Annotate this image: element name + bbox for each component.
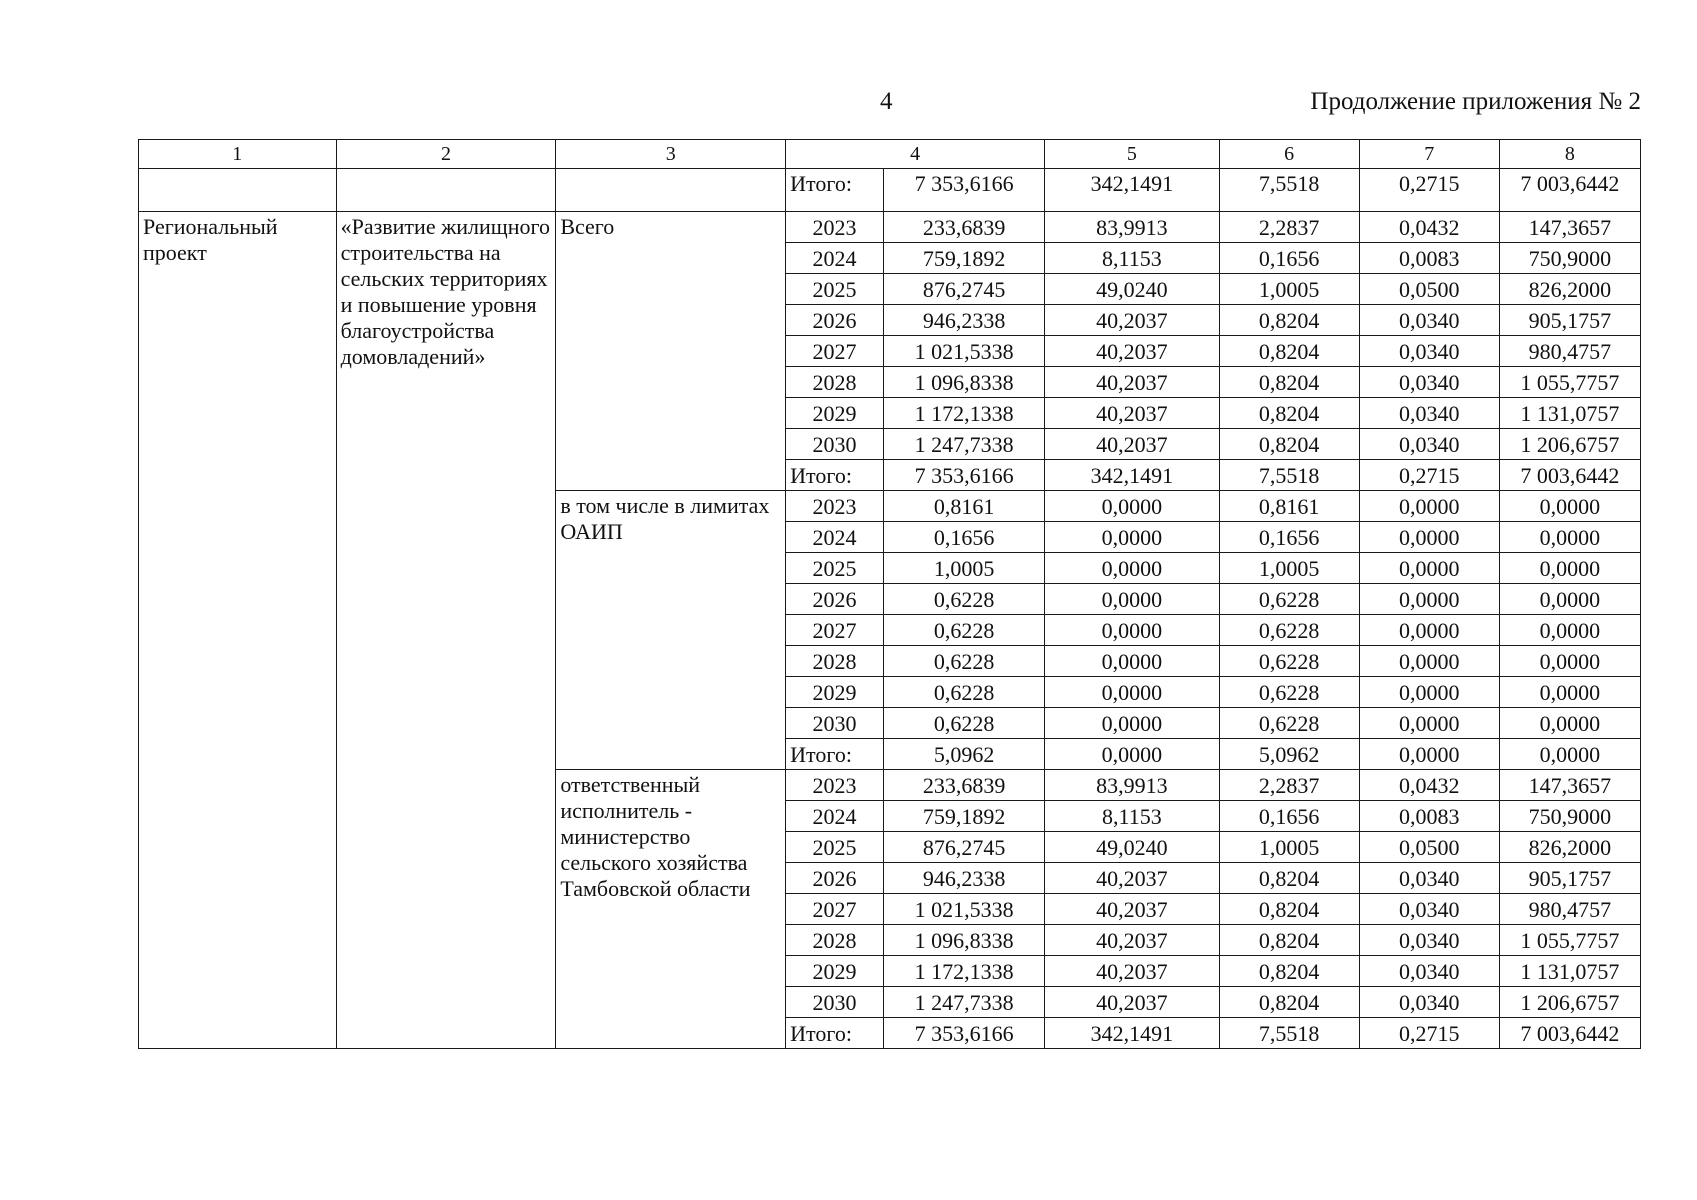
amount-cell: 0,0432: [1359, 212, 1499, 243]
budget-table: [138, 139, 1641, 1049]
amount-cell: 83,9913: [1045, 212, 1219, 243]
funding-source-cell: Всего: [556, 212, 786, 491]
amount-cell: 49,0240: [1045, 832, 1219, 863]
amount-cell: 40,2037: [1045, 956, 1219, 987]
amount-cell: 0,0000: [1045, 739, 1219, 770]
amount-cell: 0,0340: [1359, 398, 1499, 429]
amount-cell: 980,4757: [1499, 336, 1640, 367]
amount-cell: 0,0000: [1359, 646, 1499, 677]
amount-cell: 759,1892: [883, 243, 1044, 274]
amount-cell: 2,2837: [1219, 212, 1359, 243]
amount-cell: 0,8204: [1219, 987, 1359, 1018]
table-row: [139, 212, 1641, 243]
year-cell: 2024: [786, 243, 884, 274]
amount-cell: 1 247,7338: [883, 429, 1044, 460]
year-cell: 2024: [786, 801, 884, 832]
amount-cell: 1 206,6757: [1499, 987, 1640, 1018]
amount-cell: 147,3657: [1499, 770, 1640, 801]
amount-cell: 1 172,1338: [883, 398, 1044, 429]
amount-cell: 876,2745: [883, 274, 1044, 305]
amount-cell: 233,6839: [883, 770, 1044, 801]
amount-cell: 342,1491: [1045, 460, 1219, 491]
amount-cell: 0,0000: [1045, 522, 1219, 553]
amount-cell: 0,0000: [1045, 646, 1219, 677]
amount-cell: 0,0000: [1045, 584, 1219, 615]
amount-cell: 0,0340: [1359, 305, 1499, 336]
amount-cell: 0,8161: [883, 491, 1044, 522]
amount-cell: 0,1656: [1219, 243, 1359, 274]
page-number: 4: [880, 88, 893, 115]
year-cell: 2025: [786, 274, 884, 305]
amount-cell: 40,2037: [1045, 987, 1219, 1018]
budget-table-body: [139, 140, 1641, 1049]
amount-cell: 0,0083: [1359, 801, 1499, 832]
amount-cell: 40,2037: [1045, 367, 1219, 398]
project-type-cell: Региональный проект: [139, 212, 337, 1049]
amount-cell: 0,0500: [1359, 274, 1499, 305]
year-cell: 2023: [786, 212, 884, 243]
amount-cell: 7 003,6442: [1499, 1018, 1640, 1049]
amount-cell: 0,0000: [1359, 584, 1499, 615]
amount-cell: 7 353,6166: [883, 460, 1044, 491]
amount-cell: 7 003,6442: [1499, 169, 1640, 212]
amount-cell: 0,0340: [1359, 925, 1499, 956]
amount-cell: 147,3657: [1499, 212, 1640, 243]
amount-cell: 0,0000: [1499, 739, 1640, 770]
amount-cell: 0,8204: [1219, 305, 1359, 336]
empty-cell: [139, 169, 337, 212]
amount-cell: 40,2037: [1045, 429, 1219, 460]
amount-cell: 0,6228: [1219, 584, 1359, 615]
amount-cell: 0,0000: [1045, 491, 1219, 522]
amount-cell: 826,2000: [1499, 832, 1640, 863]
amount-cell: 905,1757: [1499, 863, 1640, 894]
amount-cell: 0,0340: [1359, 956, 1499, 987]
amount-cell: 0,8161: [1219, 491, 1359, 522]
column-number: 2: [336, 140, 556, 169]
amount-cell: 1,0005: [1219, 832, 1359, 863]
amount-cell: 0,6228: [883, 708, 1044, 739]
amount-cell: 980,4757: [1499, 894, 1640, 925]
amount-cell: 7 353,6166: [883, 169, 1044, 212]
amount-cell: 2,2837: [1219, 770, 1359, 801]
amount-cell: 0,6228: [883, 677, 1044, 708]
amount-cell: 0,8204: [1219, 956, 1359, 987]
amount-cell: 40,2037: [1045, 336, 1219, 367]
amount-cell: 0,6228: [1219, 646, 1359, 677]
amount-cell: 0,0340: [1359, 367, 1499, 398]
amount-cell: 0,8204: [1219, 925, 1359, 956]
funding-source-cell: ответственный исполнитель - министерство сельского хозяйства Тамбовской области: [556, 770, 786, 1049]
amount-cell: 946,2338: [883, 863, 1044, 894]
amount-cell: 0,0000: [1359, 553, 1499, 584]
column-number: 3: [556, 140, 786, 169]
year-cell: Итого:: [786, 1018, 884, 1049]
amount-cell: 0,8204: [1219, 398, 1359, 429]
amount-cell: 1 055,7757: [1499, 367, 1640, 398]
year-cell: 2028: [786, 646, 884, 677]
amount-cell: 1 131,0757: [1499, 398, 1640, 429]
amount-cell: 826,2000: [1499, 274, 1640, 305]
amount-cell: 1 021,5338: [883, 894, 1044, 925]
year-cell: 2026: [786, 863, 884, 894]
year-cell: 2030: [786, 429, 884, 460]
amount-cell: 7 003,6442: [1499, 460, 1640, 491]
column-number: 6: [1219, 140, 1359, 169]
amount-cell: 233,6839: [883, 212, 1044, 243]
amount-cell: 0,0000: [1359, 739, 1499, 770]
amount-cell: 83,9913: [1045, 770, 1219, 801]
amount-cell: 0,8204: [1219, 336, 1359, 367]
amount-cell: 0,0500: [1359, 832, 1499, 863]
amount-cell: 0,0000: [1359, 677, 1499, 708]
column-number: 8: [1499, 140, 1640, 169]
amount-cell: 0,8204: [1219, 863, 1359, 894]
amount-cell: 40,2037: [1045, 305, 1219, 336]
amount-cell: 0,0000: [1499, 522, 1640, 553]
year-label: Итого:: [786, 169, 884, 212]
amount-cell: 7,5518: [1219, 169, 1359, 212]
funding-source-cell: в том числе в лимитах ОАИП: [556, 491, 786, 770]
year-cell: 2029: [786, 956, 884, 987]
amount-cell: 8,1153: [1045, 243, 1219, 274]
amount-cell: 1 206,6757: [1499, 429, 1640, 460]
amount-cell: 0,0000: [1499, 646, 1640, 677]
year-cell: 2027: [786, 894, 884, 925]
amount-cell: 40,2037: [1045, 398, 1219, 429]
year-cell: 2023: [786, 491, 884, 522]
year-cell: 2030: [786, 708, 884, 739]
year-cell: 2025: [786, 832, 884, 863]
amount-cell: 0,0000: [1359, 708, 1499, 739]
amount-cell: 0,2715: [1359, 460, 1499, 491]
amount-cell: 0,2715: [1359, 1018, 1499, 1049]
year-cell: 2030: [786, 987, 884, 1018]
amount-cell: 0,1656: [1219, 522, 1359, 553]
amount-cell: 0,0000: [1045, 615, 1219, 646]
year-cell: Итого:: [786, 739, 884, 770]
amount-cell: 946,2338: [883, 305, 1044, 336]
amount-cell: 0,0000: [1499, 615, 1640, 646]
amount-cell: 1 172,1338: [883, 956, 1044, 987]
amount-cell: 0,0000: [1499, 708, 1640, 739]
carry-over-total-row: [139, 169, 1641, 212]
year-cell: 2028: [786, 367, 884, 398]
amount-cell: 0,0000: [1359, 491, 1499, 522]
amount-cell: 0,0340: [1359, 894, 1499, 925]
amount-cell: 0,0000: [1499, 584, 1640, 615]
amount-cell: 0,6228: [883, 615, 1044, 646]
amount-cell: 759,1892: [883, 801, 1044, 832]
amount-cell: 0,0000: [1499, 677, 1640, 708]
column-number: 4: [786, 140, 1045, 169]
year-cell: 2026: [786, 584, 884, 615]
amount-cell: 8,1153: [1045, 801, 1219, 832]
amount-cell: 0,0340: [1359, 336, 1499, 367]
amount-cell: 0,6228: [883, 646, 1044, 677]
amount-cell: 1 021,5338: [883, 336, 1044, 367]
project-name-cell: «Развитие жилищного строительства на сельских территориях и повышение уровня благоустройства домовладений»: [336, 212, 556, 1049]
amount-cell: 5,0962: [1219, 739, 1359, 770]
amount-cell: 0,0000: [1499, 491, 1640, 522]
year-cell: 2026: [786, 305, 884, 336]
year-cell: Итого:: [786, 460, 884, 491]
amount-cell: 7,5518: [1219, 460, 1359, 491]
amount-cell: 0,0000: [1499, 553, 1640, 584]
amount-cell: 5,0962: [883, 739, 1044, 770]
amount-cell: 1 096,8338: [883, 367, 1044, 398]
amount-cell: 750,9000: [1499, 243, 1640, 274]
amount-cell: 0,6228: [1219, 615, 1359, 646]
amount-cell: 1 096,8338: [883, 925, 1044, 956]
amount-cell: 0,0000: [1045, 677, 1219, 708]
amount-cell: 1,0005: [883, 553, 1044, 584]
year-cell: 2029: [786, 677, 884, 708]
year-cell: 2029: [786, 398, 884, 429]
column-number: 5: [1045, 140, 1219, 169]
empty-cell: [336, 169, 556, 212]
amount-cell: 342,1491: [1045, 1018, 1219, 1049]
appendix-continuation-heading: Продолжение приложения № 2: [1310, 88, 1641, 115]
empty-cell: [556, 169, 786, 212]
amount-cell: 0,0000: [1359, 615, 1499, 646]
amount-cell: 40,2037: [1045, 894, 1219, 925]
amount-cell: 0,8204: [1219, 894, 1359, 925]
amount-cell: 7 353,6166: [883, 1018, 1044, 1049]
amount-cell: 876,2745: [883, 832, 1044, 863]
amount-cell: 750,9000: [1499, 801, 1640, 832]
amount-cell: 49,0240: [1045, 274, 1219, 305]
amount-cell: 1 055,7757: [1499, 925, 1640, 956]
year-cell: 2025: [786, 553, 884, 584]
amount-cell: 0,1656: [1219, 801, 1359, 832]
amount-cell: 0,0000: [1359, 522, 1499, 553]
amount-cell: 0,0340: [1359, 987, 1499, 1018]
year-cell: 2023: [786, 770, 884, 801]
amount-cell: 0,6228: [883, 584, 1044, 615]
amount-cell: 1,0005: [1219, 553, 1359, 584]
year-cell: 2028: [786, 925, 884, 956]
amount-cell: 0,0000: [1045, 553, 1219, 584]
amount-cell: 0,0340: [1359, 863, 1499, 894]
amount-cell: 40,2037: [1045, 925, 1219, 956]
year-cell: 2027: [786, 336, 884, 367]
amount-cell: 0,1656: [883, 522, 1044, 553]
column-number-row: [139, 140, 1641, 169]
amount-cell: 0,0432: [1359, 770, 1499, 801]
amount-cell: 1 131,0757: [1499, 956, 1640, 987]
amount-cell: 7,5518: [1219, 1018, 1359, 1049]
amount-cell: 0,0000: [1045, 708, 1219, 739]
amount-cell: 0,0340: [1359, 429, 1499, 460]
amount-cell: 1,0005: [1219, 274, 1359, 305]
amount-cell: 0,2715: [1359, 169, 1499, 212]
amount-cell: 905,1757: [1499, 305, 1640, 336]
amount-cell: 0,6228: [1219, 708, 1359, 739]
amount-cell: 0,0083: [1359, 243, 1499, 274]
year-cell: 2024: [786, 522, 884, 553]
amount-cell: 0,8204: [1219, 429, 1359, 460]
amount-cell: 0,6228: [1219, 677, 1359, 708]
column-number: 1: [139, 140, 337, 169]
amount-cell: 1 247,7338: [883, 987, 1044, 1018]
year-cell: 2027: [786, 615, 884, 646]
amount-cell: 40,2037: [1045, 863, 1219, 894]
amount-cell: 342,1491: [1045, 169, 1219, 212]
column-number: 7: [1359, 140, 1499, 169]
amount-cell: 0,8204: [1219, 367, 1359, 398]
